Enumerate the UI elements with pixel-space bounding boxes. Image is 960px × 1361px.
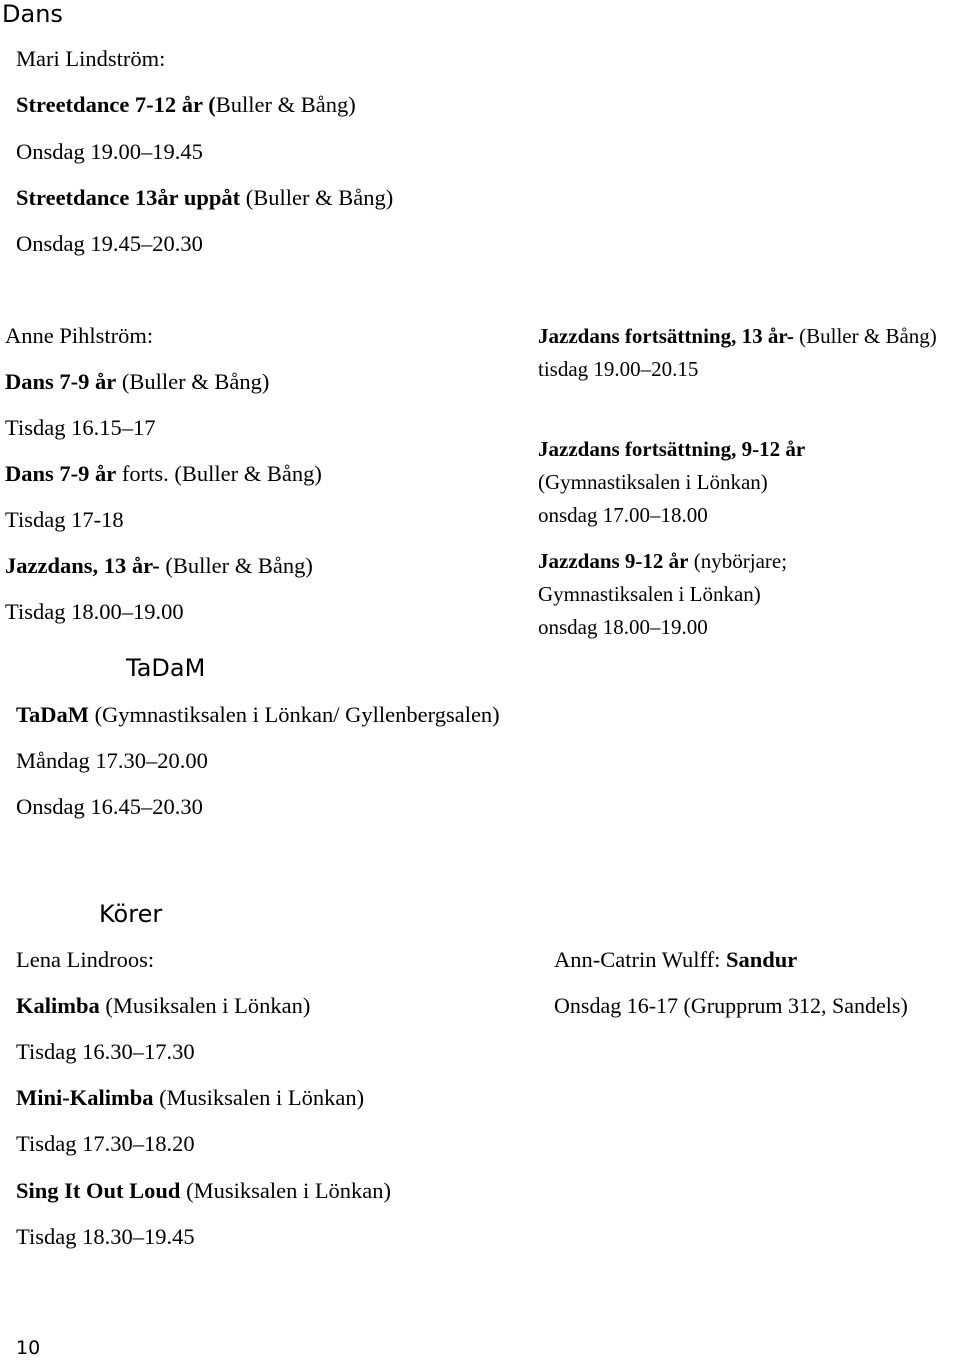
class-location: (Buller & Bång)	[793, 324, 937, 348]
class-location: (Gymnastiksalen i Lönkan/ Gyllenbergsalen)	[88, 702, 500, 727]
class-streetdance-7-12	[16, 91, 356, 119]
class-time: onsdag 18.00–19.00	[538, 615, 708, 639]
class-mini-kalimba	[16, 1084, 364, 1112]
class-time: tisdag 19.00–20.15	[538, 357, 699, 381]
class-time: Onsdag 16-17 (Grupprum 312, Sandels)	[554, 993, 908, 1018]
class-location: (Musiksalen i Lönkan)	[180, 1178, 392, 1203]
instructor-ann-catrin	[554, 946, 797, 974]
instructor-mari: Mari Lindström:	[16, 46, 166, 71]
class-location: (Musiksalen i Lönkan)	[153, 1085, 365, 1110]
class-location: (nybörjare; Gymnastiksalen i Lönkan)	[538, 549, 788, 606]
class-name-line	[538, 433, 958, 466]
class-time: Tisdag 17.30–18.20	[16, 1131, 195, 1156]
instructor-name: Ann-Catrin Wulff:	[554, 947, 726, 972]
class-jazzdans-9-12	[538, 545, 958, 644]
class-location: (Buller & Bång)	[159, 553, 313, 578]
class-title: Dans 7-9 år	[5, 461, 117, 486]
section-heading-korer: Körer	[99, 900, 163, 928]
class-sing-it-out-loud	[16, 1177, 391, 1205]
class-title: Streetdance 13år uppåt	[16, 185, 241, 210]
class-name-line	[538, 545, 868, 611]
instructor-lena: Lena Lindroos:	[16, 947, 155, 972]
section-heading-dans: Dans	[2, 0, 63, 28]
instructor-anne: Anne Pihlström:	[5, 323, 154, 348]
class-time: Tisdag 16.30–17.30	[16, 1039, 195, 1064]
class-location: (Gymnastiksalen i Lönkan)	[538, 470, 768, 494]
class-time: Onsdag 19.00–19.45	[16, 139, 203, 164]
class-location: (Buller & Bång)	[116, 369, 270, 394]
class-location: (Buller & Bång)	[240, 185, 394, 210]
class-time: Onsdag 16.45–20.30	[16, 794, 203, 819]
class-jazzdans-fortsattning-9-12	[538, 433, 958, 532]
class-dans-7-9	[5, 368, 269, 396]
class-time: Tisdag 18.00–19.00	[5, 599, 184, 624]
class-time: onsdag 17.00–18.00	[538, 503, 708, 527]
class-location: (Musiksalen i Lönkan)	[99, 993, 311, 1018]
class-title: Jazzdans 9-12 år	[538, 549, 689, 573]
choir-name: Sandur	[726, 947, 798, 972]
class-dans-7-9-forts	[5, 460, 322, 488]
class-title: Mini-Kalimba	[16, 1085, 154, 1110]
class-title: TaDaM	[16, 702, 89, 727]
class-title: Kalimba	[16, 993, 100, 1018]
class-title: Jazzdans fortsättning, 9-12 år	[538, 437, 806, 461]
class-streetdance-13	[16, 184, 393, 212]
class-kalimba	[16, 992, 310, 1020]
class-name-line	[538, 320, 958, 353]
class-time: Tisdag 18.30–19.45	[16, 1224, 195, 1249]
tadam-class	[16, 701, 500, 729]
class-title: Jazzdans fortsättning, 13 år-	[538, 324, 794, 348]
class-title: Streetdance 7-12 år (	[16, 92, 216, 117]
class-jazzdans-13	[5, 552, 313, 580]
section-heading-tadam: TaDaM	[126, 654, 206, 682]
class-time: Tisdag 16.15–17	[5, 415, 156, 440]
class-time: Måndag 17.30–20.00	[16, 748, 208, 773]
class-location: Buller & Bång)	[215, 92, 356, 117]
class-location: forts. (Buller & Bång)	[116, 461, 322, 486]
class-title: Sing It Out Loud	[16, 1178, 181, 1203]
class-time: Onsdag 19.45–20.30	[16, 231, 203, 256]
class-title: Dans 7-9 år	[5, 369, 117, 394]
class-title: Jazzdans, 13 år-	[5, 553, 160, 578]
page-number: 10	[16, 1337, 41, 1359]
class-time: Tisdag 17-18	[5, 507, 124, 532]
class-jazzdans-fortsattning-13	[538, 320, 958, 386]
